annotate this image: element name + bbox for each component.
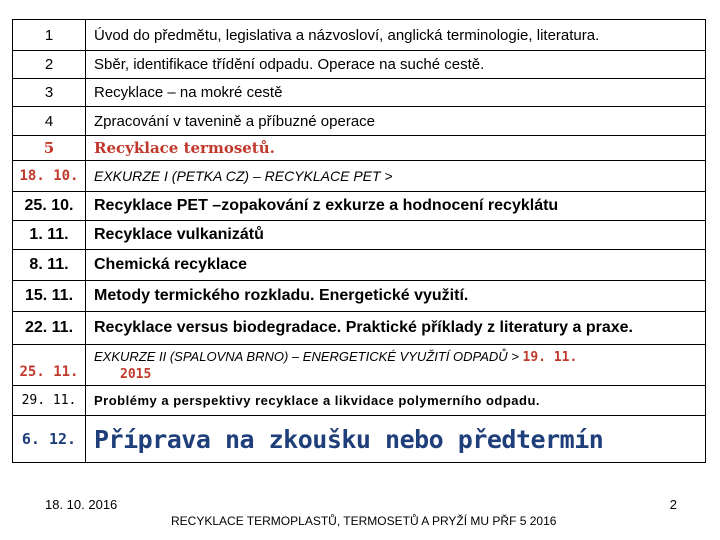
- row-date: 1. 11.: [13, 221, 86, 250]
- exkurze-year: 2015: [120, 367, 152, 382]
- table-row: [13, 136, 706, 161]
- row-topic: Zpracování v tavenině a příbuzné operace: [86, 107, 706, 136]
- row-date: 25. 11.: [13, 345, 86, 386]
- row-topic: Recyklace versus biodegradace. Praktické příklady z literatury a praxe.: [86, 312, 706, 345]
- table-row: [13, 312, 706, 345]
- row-topic: Recyklace – na mokré cestě: [86, 79, 706, 107]
- table-row: [13, 416, 706, 463]
- row-date: 4: [13, 107, 86, 136]
- row-topic: Recyklace termosetů.: [86, 136, 706, 161]
- row-date: 25. 10.: [13, 192, 86, 221]
- table-row: [13, 221, 706, 250]
- row-topic: Úvod do předmětu, legislativa a názvosloví, anglická terminologie, literatura.: [86, 20, 706, 51]
- table-row: [13, 51, 706, 79]
- row-topic: Metody termického rozkladu. Energetické využití.: [86, 281, 706, 312]
- table-row: [13, 161, 706, 192]
- table-row: [13, 250, 706, 281]
- row-date: 22. 11.: [13, 312, 86, 345]
- table-row: [13, 345, 706, 386]
- row-topic: EXKURZE II (SPALOVNA BRNO) – ENERGETICKÉ VYUŽITÍ ODPADŮ >: [94, 349, 519, 364]
- footer-date: 18. 10. 2016: [45, 497, 118, 512]
- row-date: 18. 10.: [13, 161, 86, 192]
- row-topic: Problémy a perspektivy recyklace a likvidace polymerního odpadu.: [86, 386, 706, 416]
- row-topic: Recyklace vulkanizátů: [86, 221, 706, 250]
- row-topic: Sběr, identifikace třídění odpadu. Operace na suché cestě.: [86, 51, 706, 79]
- footer-course-title: RECYKLACE TERMOPLASTŮ, TERMOSETŮ A PRYŽÍ MU PŘF 5 2016: [171, 514, 557, 528]
- schedule-table: [12, 19, 706, 463]
- table-row: [13, 107, 706, 136]
- row-date: 15. 11.: [13, 281, 86, 312]
- row-date: 5: [13, 136, 86, 161]
- row-topic: Chemická recyklace: [86, 250, 706, 281]
- table-row: [13, 281, 706, 312]
- exkurze-date: 19. 11.: [522, 350, 578, 365]
- row-date: 1: [13, 20, 86, 51]
- row-date: 6. 12.: [13, 416, 86, 463]
- table-row: [13, 386, 706, 416]
- row-date: 8. 11.: [13, 250, 86, 281]
- row-date: 2: [13, 51, 86, 79]
- page-number: 2: [669, 497, 677, 512]
- row-topic-cell: [86, 345, 706, 386]
- table-row: [13, 192, 706, 221]
- row-topic: Recyklace PET –zopakování z exkurze a hodnocení recyklátu: [86, 192, 706, 221]
- table-row: [13, 20, 706, 51]
- row-topic: EXKURZE I (PETKA CZ) – RECYKLACE PET >: [86, 161, 706, 192]
- table-row: [13, 79, 706, 107]
- row-topic: Příprava na zkoušku nebo předtermín: [86, 416, 706, 463]
- row-date: 3: [13, 79, 86, 107]
- row-date: 29. 11.: [13, 386, 86, 416]
